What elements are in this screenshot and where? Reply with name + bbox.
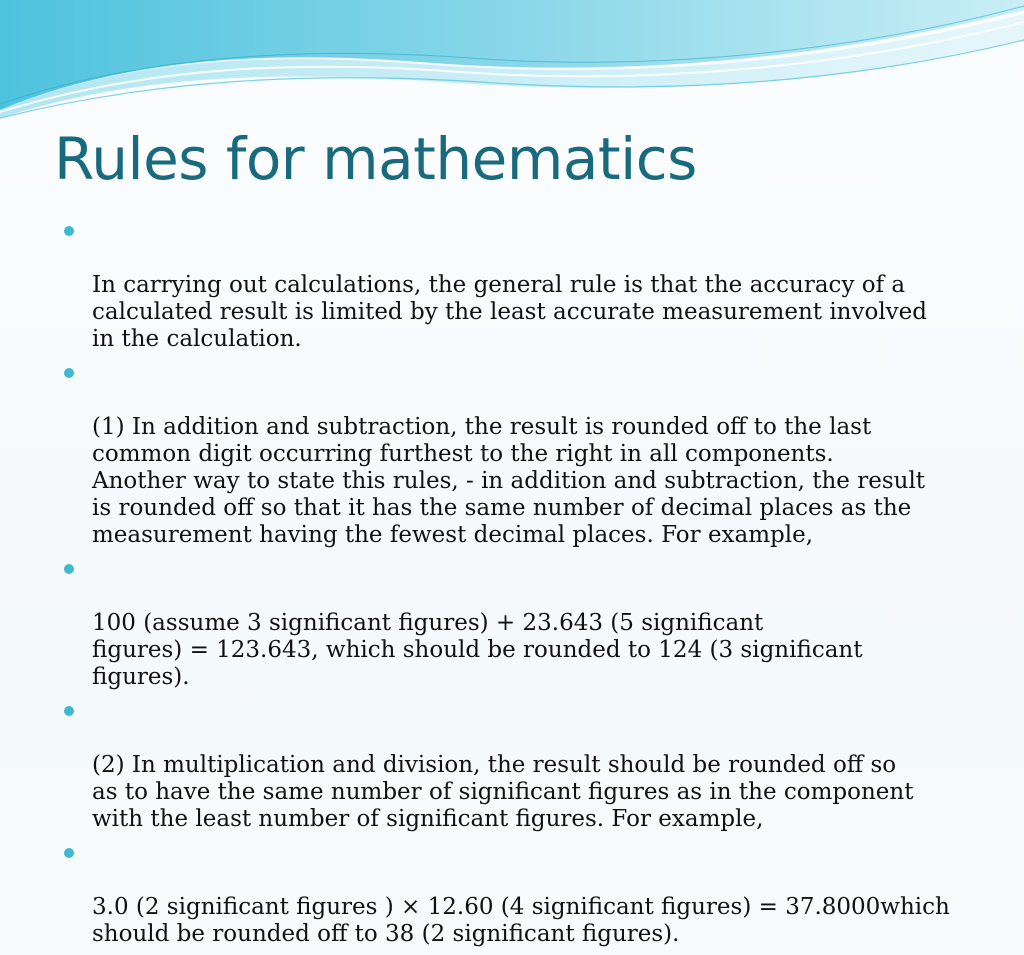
bullet-item [62,360,982,549]
bullet-item [62,840,982,948]
slide-title: Rules for mathematics [54,125,697,193]
bullet-text: 3.0 (2 significant figures ) × 12.60 (4 significant figures) = 37.8000which should be rounded off to 38 (2 significant figures). [92,894,950,947]
bullet-dot-icon [64,706,74,716]
bullet-dot-icon [64,848,74,858]
bullet-dot-icon [64,564,74,574]
bullet-item [62,698,982,833]
bullet-dot-icon [64,368,74,378]
bullet-item [62,556,982,691]
bullet-text: In carrying out calculations, the general rule is that the accuracy of a calculated result is limited by the least accurate measurement involved in the calculation. [92,272,928,352]
decorative-wave-header [0,0,1024,130]
bullet-text: 100 (assume 3 significant figures) + 23.643 (5 significant figures) = 123.643, which should be rounded to 124 (3 significant figures). [92,610,863,690]
bullet-text: (2) In multiplication and division, the result should be rounded off so as to have the same number of significant figures as in the component with the least number of significant figures. For example, [92,752,914,832]
bullet-dot-icon [64,226,74,236]
bullet-text: (1) In addition and subtraction, the result is rounded off to the last common digit occurring furthest to the right in all components. Another way to state this rules, - in addition and subtraction, the result is rounded off so that it has the same number of decimal places as the measurement having the fewest decimal places. For example, [92,414,926,548]
bullet-list [62,218,982,955]
bullet-item [62,218,982,353]
